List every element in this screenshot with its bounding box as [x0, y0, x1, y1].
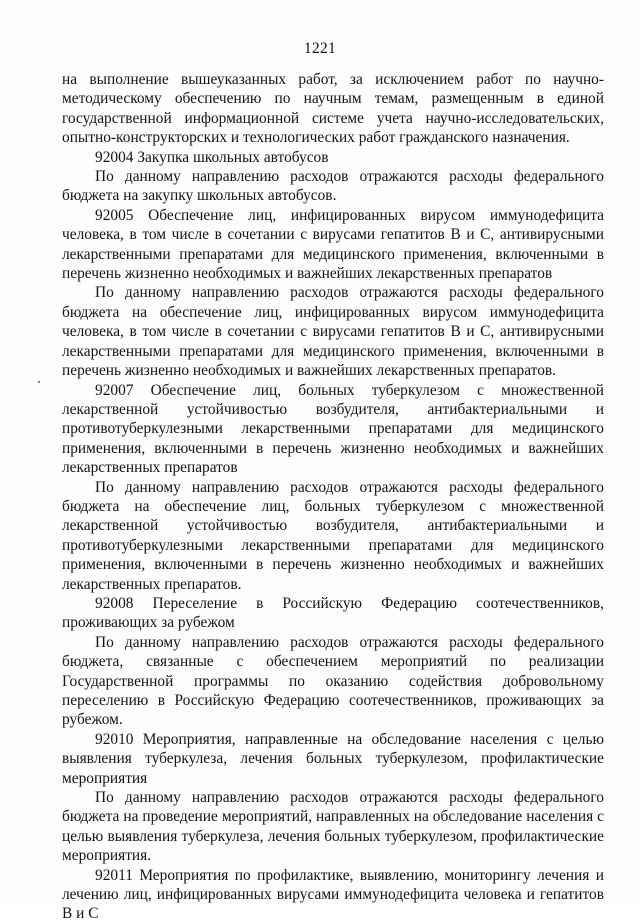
paragraph-92008-description: По данному направлению расходов отражаются расходы федерального бюджета, связанные с обеспечением мероприятий по реализации Государственной программы по оказанию содействия добровольному переселению в Российскую Федерацию соотечественников, проживающих за рубежом.: [62, 633, 604, 729]
scan-speck: [38, 381, 40, 383]
paragraph-92007-description: По данному направлению расходов отражаются расходы федерального бюджета на обеспечение лиц, больных туберкулезом с множественной лекарственной устойчивостью возбудителя, антибактериальными и противотуберкулезными лекарственными препаратами для медицинского применения, включенными в перечень жизненно необходимых и важнейших лекарственных препаратов.: [62, 478, 604, 593]
section-heading-92007: 92007 Обеспечение лиц, больных туберкулезом с множественной лекарственной устойчивостью возбудителя, антибактериальными и противотуберкулезными лекарственными препаратами для медицинского применения, включенными в перечень жизненно необходимых и важнейших лекарственных препаратов: [62, 381, 604, 477]
paragraph-92010-description: По данному направлению расходов отражаются расходы федерального бюджета на проведение мероприятий, направленных на обследование населения с целью выявления туберкулеза, лечения больных туберкулезом, профилактические мероприятия.: [62, 789, 604, 865]
paragraph-continuation: на выполнение вышеуказанных работ, за исключением работ по научно-методическому обеспечению по научным темам, размещенным в единой государственной информационной системе учета научно-исследовательских, опытно-конструкторских и технологических работ гражданского назначения.: [62, 71, 604, 147]
page-number: 1221: [303, 40, 337, 57]
section-heading-92008: 92008 Переселение в Российскую Федерацию соотечественников, проживающих за рубежом: [62, 594, 604, 632]
paragraph-92004-description: По данному направлению расходов отражаются расходы федерального бюджета на закупку школьных автобусов.: [62, 168, 604, 205]
paragraph-92005-description: По данному направлению расходов отражаются расходы федерального бюджета на обеспечение лиц, инфицированных вирусом иммунодефицита человека, в том числе в сочетании с вирусами гепатитов B и C, антивирусными лекарственными препаратами для медицинского применения, включенными в перечень жизненно необходимых и важнейших лекарственных препаратов.: [62, 284, 604, 380]
section-heading-92005: 92005 Обеспечение лиц, инфицированных вирусом иммунодефицита человека, в том числе в сочетании с вирусами гепатитов B и C, антивирусными лекарственными препаратами для медицинского применения, включенными в перечень жизненно необходимых и важнейших лекарственных препаратов: [62, 206, 604, 283]
document-body: [62, 70, 604, 924]
section-heading-92004: 92004 Закупка школьных автобусов: [95, 148, 329, 166]
section-heading-92010: 92010 Мероприятия, направленные на обследование населения с целью выявления туберкулеза, лечения больных туберкулезом, профилактические мероприятия: [62, 730, 604, 787]
section-heading-92011: 92011 Мероприятия по профилактике, выявлению, мониторингу лечения и лечению лиц, инфицированных вирусами иммунодефицита человека и гепатитов B и C: [62, 866, 604, 923]
